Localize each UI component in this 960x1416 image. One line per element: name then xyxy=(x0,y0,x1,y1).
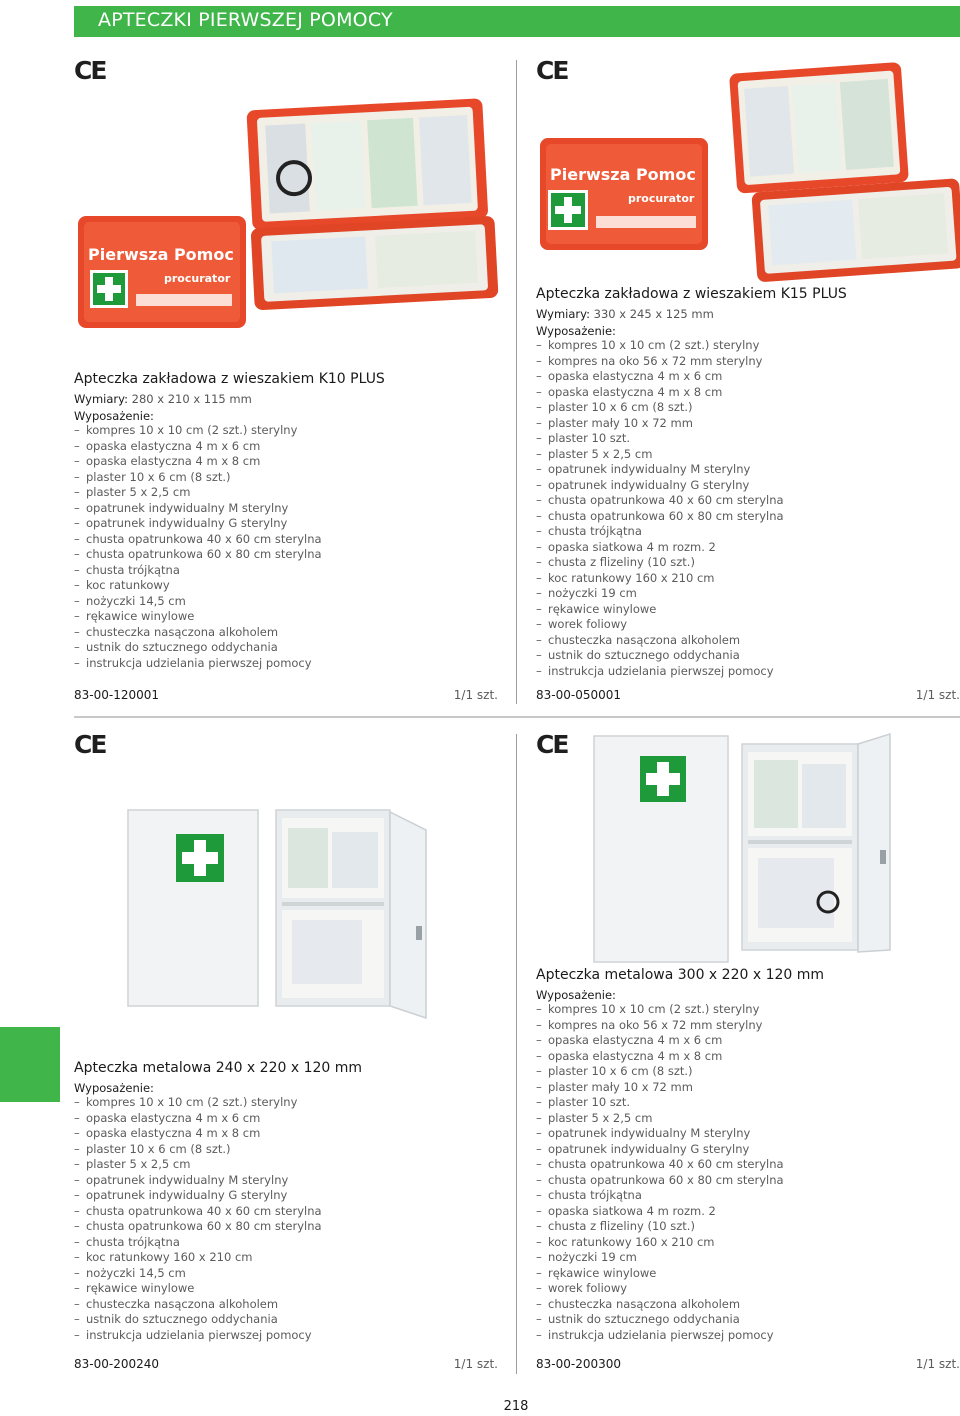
equipment-item: – rękawice winylowe xyxy=(536,1266,960,1282)
product-qty: 1/1 szt. xyxy=(453,1357,498,1371)
equipment-item: – instrukcja udzielania pierwszej pomocy xyxy=(74,1328,498,1344)
equipment-item: – chusteczka nasączona alkoholem xyxy=(74,625,498,641)
equipment-list xyxy=(536,338,960,679)
equipment-item: – chusteczka nasączona alkoholem xyxy=(536,1297,960,1313)
equipment-item: – kompres na oko 56 x 72 mm sterylny xyxy=(536,1018,960,1034)
equipment-item: – ustnik do sztucznego oddychania xyxy=(536,1312,960,1328)
equipment-item: – plaster 10 szt. xyxy=(536,431,960,447)
product-image-k15 xyxy=(536,56,960,282)
equipment-item: – plaster 10 x 6 cm (8 szt.) xyxy=(536,1064,960,1080)
equipment-item: – koc ratunkowy 160 x 210 cm xyxy=(74,1250,498,1266)
case-brand-text: Pierwsza Pomoc xyxy=(550,165,696,184)
equipment-item: – plaster mały 10 x 72 mm xyxy=(536,416,960,432)
equipment-item: – rękawice winylowe xyxy=(74,1281,498,1297)
dimensions-label: Wymiary: xyxy=(536,307,590,321)
equipment-item: – koc ratunkowy 160 x 210 cm xyxy=(536,571,960,587)
case-brand-text: Pierwsza Pomoc xyxy=(88,245,234,264)
equipment-item: – rękawice winylowe xyxy=(74,609,498,625)
equipment-item: – chusta opatrunkowa 40 x 60 cm sterylna xyxy=(74,1204,498,1220)
case-maker-text: procurator xyxy=(164,272,231,285)
equipment-label: Wyposażenie: xyxy=(74,409,154,423)
equipment-item: – koc ratunkowy 160 x 210 cm xyxy=(536,1235,960,1251)
equipment-item: – nożyczki 14,5 cm xyxy=(74,594,498,610)
equipment-item: – plaster mały 10 x 72 mm xyxy=(536,1080,960,1096)
equipment-item: – worek foliowy xyxy=(536,1281,960,1297)
equipment-item: – chusta opatrunkowa 60 x 80 cm sterylna xyxy=(536,509,960,525)
product-code-row xyxy=(74,688,498,704)
equipment-list xyxy=(536,1002,960,1343)
product-dimensions xyxy=(74,392,498,406)
product-k10 xyxy=(74,371,498,671)
equipment-item: – koc ratunkowy xyxy=(74,578,498,594)
equipment-item: – kompres 10 x 10 cm (2 szt.) sterylny xyxy=(536,338,960,354)
product-name: Apteczka zakładowa z wieszakiem K10 PLUS xyxy=(74,371,385,387)
equipment-item: – chusta trójkątna xyxy=(74,1235,498,1251)
equipment-label: Wyposażenie: xyxy=(74,1081,154,1095)
equipment-item: – opaska elastyczna 4 m x 8 cm xyxy=(74,1126,498,1142)
dimensions-label: Wymiary: xyxy=(74,392,128,406)
product-image-k10 xyxy=(74,94,502,338)
product-name: Apteczka metalowa 240 x 220 x 120 mm xyxy=(74,1060,363,1076)
equipment-item: – kompres na oko 56 x 72 mm sterylny xyxy=(536,354,960,370)
product-image-metal-300 xyxy=(592,732,892,964)
equipment-item: – opaska elastyczna 4 m x 6 cm xyxy=(74,1111,498,1127)
product-qty: 1/1 szt. xyxy=(915,1357,960,1371)
equipment-item: – opaska elastyczna 4 m x 8 cm xyxy=(536,1049,960,1065)
equipment-item: – ustnik do sztucznego oddychania xyxy=(74,640,498,656)
equipment-item: – chusta z flizeliny (10 szt.) xyxy=(536,555,960,571)
ce-mark: CE xyxy=(74,730,106,759)
equipment-item: – opatrunek indywidualny M sterylny xyxy=(536,462,960,478)
equipment-item: – kompres 10 x 10 cm (2 szt.) sterylny xyxy=(74,423,498,439)
equipment-label: Wyposażenie: xyxy=(536,324,616,338)
equipment-item: – opatrunek indywidualny M sterylny xyxy=(536,1126,960,1142)
product-name: Apteczka metalowa 300 x 220 x 120 mm xyxy=(536,967,825,983)
equipment-item: – chusta z flizeliny (10 szt.) xyxy=(536,1219,960,1235)
equipment-item: – opatrunek indywidualny M sterylny xyxy=(74,1173,498,1189)
ce-mark: CE xyxy=(536,56,568,85)
ce-mark: CE xyxy=(536,730,568,759)
equipment-item: – instrukcja udzielania pierwszej pomocy xyxy=(536,664,960,680)
product-name: Apteczka zakładowa z wieszakiem K15 PLUS xyxy=(536,286,847,302)
equipment-item: – chusta trójkątna xyxy=(74,563,498,579)
product-code: 83-00-200300 xyxy=(536,1357,622,1371)
page-number: 218 xyxy=(503,1399,529,1414)
equipment-item: – opaska elastyczna 4 m x 8 cm xyxy=(74,454,498,470)
product-image-metal-240 xyxy=(126,806,434,1030)
equipment-item: – kompres 10 x 10 cm (2 szt.) sterylny xyxy=(536,1002,960,1018)
equipment-item: – opatrunek indywidualny G sterylny xyxy=(536,1142,960,1158)
equipment-item: – chusteczka nasączona alkoholem xyxy=(536,633,960,649)
column-divider xyxy=(516,734,517,1374)
equipment-item: – ustnik do sztucznego oddychania xyxy=(536,648,960,664)
equipment-item: – opaska elastyczna 4 m x 8 cm xyxy=(536,385,960,401)
product-code-row xyxy=(536,688,960,704)
dimensions-value: 330 x 245 x 125 mm xyxy=(593,307,714,321)
equipment-item: – chusta opatrunkowa 40 x 60 cm sterylna xyxy=(536,1157,960,1173)
equipment-item: – opatrunek indywidualny G sterylny xyxy=(74,516,498,532)
equipment-item: – plaster 10 x 6 cm (8 szt.) xyxy=(74,1142,498,1158)
equipment-list xyxy=(74,423,498,671)
equipment-item: – chusta trójkątna xyxy=(536,524,960,540)
equipment-item: – chusteczka nasączona alkoholem xyxy=(74,1297,498,1313)
equipment-item: – instrukcja udzielania pierwszej pomocy xyxy=(74,656,498,672)
equipment-item: – plaster 10 szt. xyxy=(536,1095,960,1111)
equipment-item: – opaska elastyczna 4 m x 6 cm xyxy=(536,369,960,385)
equipment-item: – nożyczki 14,5 cm xyxy=(74,1266,498,1282)
equipment-item: – chusta opatrunkowa 40 x 60 cm sterylna xyxy=(74,532,498,548)
product-qty: 1/1 szt. xyxy=(915,688,960,702)
product-k15 xyxy=(536,286,960,679)
side-color-tab xyxy=(0,1027,60,1102)
dimensions-value: 280 x 210 x 115 mm xyxy=(131,392,252,406)
equipment-item: – plaster 5 x 2,5 cm xyxy=(74,1157,498,1173)
equipment-item: – opaska elastyczna 4 m x 6 cm xyxy=(74,439,498,455)
section-header-bar xyxy=(74,6,960,37)
equipment-item: – opaska elastyczna 4 m x 6 cm xyxy=(536,1033,960,1049)
equipment-item: – chusta trójkątna xyxy=(536,1188,960,1204)
equipment-item: – plaster 5 x 2,5 cm xyxy=(536,1111,960,1127)
product-metal-300 xyxy=(536,967,960,1343)
section-title: APTECZKI PIERWSZEJ POMOCY xyxy=(98,9,393,31)
equipment-item: – ustnik do sztucznego oddychania xyxy=(74,1312,498,1328)
equipment-item: – worek foliowy xyxy=(536,617,960,633)
equipment-item: – plaster 5 x 2,5 cm xyxy=(74,485,498,501)
equipment-item: – chusta opatrunkowa 60 x 80 cm sterylna xyxy=(536,1173,960,1189)
equipment-item: – chusta opatrunkowa 60 x 80 cm sterylna xyxy=(74,547,498,563)
equipment-item: – chusta opatrunkowa 60 x 80 cm sterylna xyxy=(74,1219,498,1235)
ce-mark: CE xyxy=(74,56,106,85)
equipment-list xyxy=(74,1095,498,1343)
equipment-item: – opaska siatkowa 4 m rozm. 2 xyxy=(536,1204,960,1220)
equipment-item: – opatrunek indywidualny G sterylny xyxy=(74,1188,498,1204)
product-code: 83-00-120001 xyxy=(74,688,160,702)
equipment-item: – chusta opatrunkowa 40 x 60 cm sterylna xyxy=(536,493,960,509)
equipment-item: – opatrunek indywidualny G sterylny xyxy=(536,478,960,494)
equipment-item: – plaster 5 x 2,5 cm xyxy=(536,447,960,463)
equipment-label: Wyposażenie: xyxy=(536,988,616,1002)
product-dimensions xyxy=(536,307,960,321)
equipment-item: – rękawice winylowe xyxy=(536,602,960,618)
equipment-item: – kompres 10 x 10 cm (2 szt.) sterylny xyxy=(74,1095,498,1111)
equipment-item: – opatrunek indywidualny M sterylny xyxy=(74,501,498,517)
equipment-item: – opaska siatkowa 4 m rozm. 2 xyxy=(536,540,960,556)
equipment-item: – nożyczki 19 cm xyxy=(536,1250,960,1266)
product-code: 83-00-050001 xyxy=(536,688,622,702)
product-code-row xyxy=(74,1357,498,1373)
equipment-item: – nożyczki 19 cm xyxy=(536,586,960,602)
row-divider xyxy=(74,716,960,718)
product-qty: 1/1 szt. xyxy=(453,688,498,702)
product-code: 83-00-200240 xyxy=(74,1357,160,1371)
equipment-item: – instrukcja udzielania pierwszej pomocy xyxy=(536,1328,960,1344)
equipment-item: – plaster 10 x 6 cm (8 szt.) xyxy=(74,470,498,486)
product-metal-240 xyxy=(74,1060,498,1343)
column-divider xyxy=(516,60,517,704)
product-code-row xyxy=(536,1357,960,1373)
equipment-item: – plaster 10 x 6 cm (8 szt.) xyxy=(536,400,960,416)
case-maker-text: procurator xyxy=(628,192,695,205)
